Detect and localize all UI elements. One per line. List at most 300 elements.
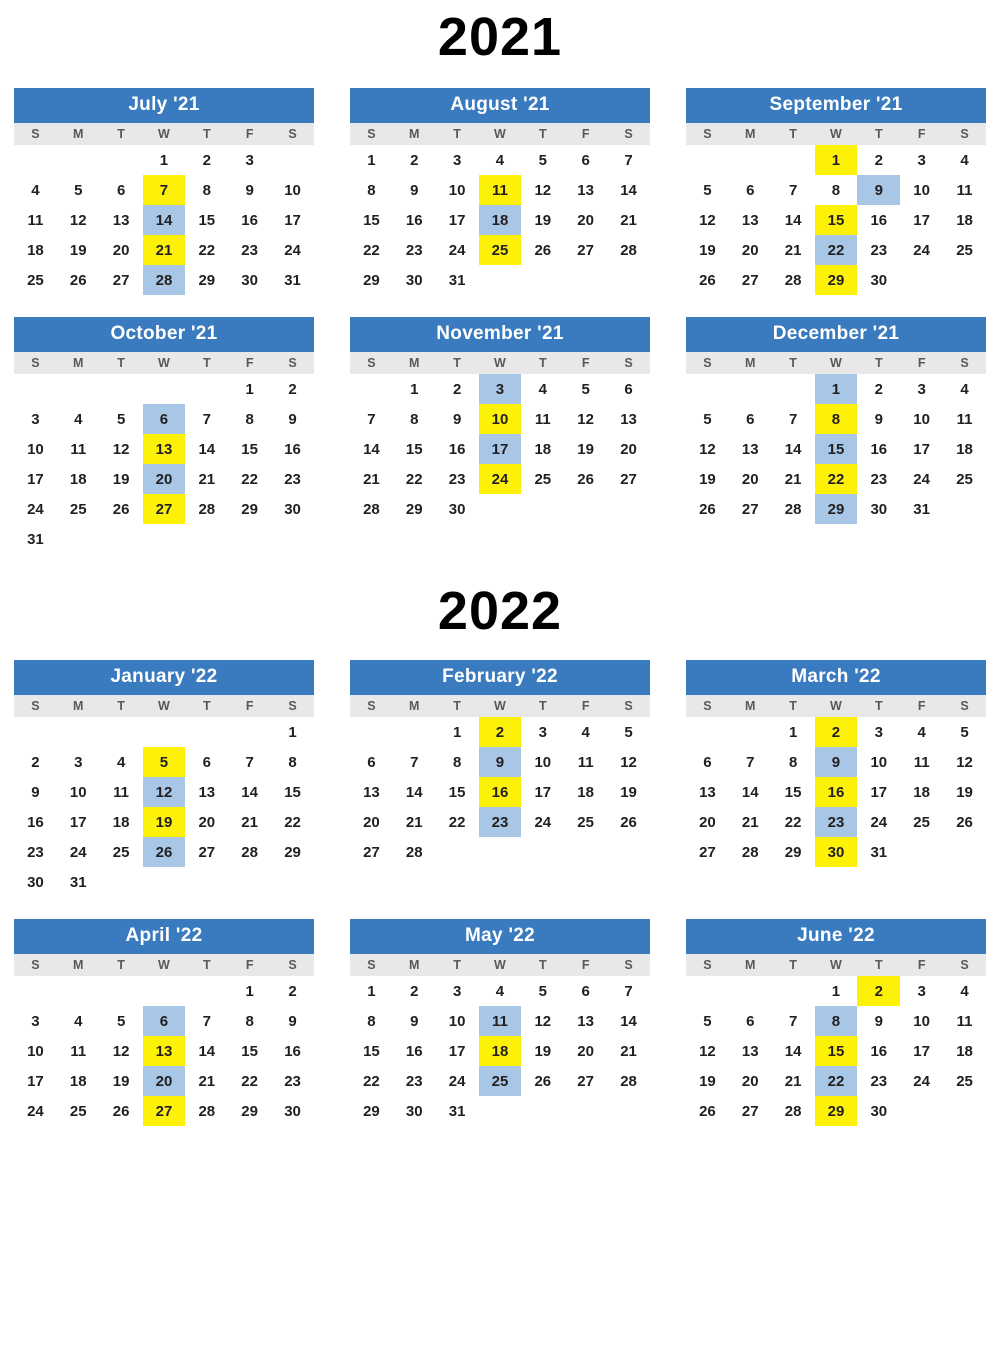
- day-cell[interactable]: 26: [577, 470, 594, 488]
- day-cell[interactable]: 27: [577, 241, 594, 259]
- day-cell[interactable]: 12: [699, 211, 716, 229]
- day-cell[interactable]: 9: [452, 410, 462, 428]
- day-cell[interactable]: 12: [143, 777, 186, 807]
- day-cell[interactable]: 12: [534, 181, 552, 199]
- day-cell[interactable]: 30: [870, 500, 888, 518]
- day-cell[interactable]: 26: [112, 1102, 130, 1120]
- day-cell[interactable]: 21: [405, 813, 423, 831]
- day-cell[interactable]: 17: [27, 1072, 44, 1090]
- day-cell[interactable]: 10: [27, 440, 44, 458]
- day-cell[interactable]: 24: [69, 843, 87, 861]
- day-cell[interactable]: 19: [143, 807, 186, 837]
- day-cell[interactable]: 18: [956, 211, 973, 229]
- day-cell[interactable]: 17: [534, 783, 552, 801]
- day-cell[interactable]: 21: [741, 813, 759, 831]
- day-cell[interactable]: 16: [448, 440, 466, 458]
- day-cell[interactable]: 11: [479, 175, 522, 205]
- day-cell[interactable]: 3: [452, 982, 462, 1000]
- day-cell[interactable]: 20: [143, 1066, 186, 1096]
- day-cell[interactable]: 22: [241, 1072, 258, 1090]
- day-cell[interactable]: 28: [784, 1102, 802, 1120]
- day-cell[interactable]: 22: [405, 470, 423, 488]
- day-cell[interactable]: 31: [870, 843, 888, 861]
- day-cell[interactable]: 8: [815, 1006, 858, 1036]
- day-cell[interactable]: 26: [699, 500, 716, 518]
- day-cell[interactable]: 6: [581, 982, 590, 1000]
- day-cell[interactable]: 10: [448, 181, 466, 199]
- day-cell[interactable]: 22: [784, 813, 802, 831]
- day-cell[interactable]: 19: [956, 783, 973, 801]
- day-cell[interactable]: 1: [245, 982, 254, 1000]
- day-cell[interactable]: 10: [913, 1012, 930, 1030]
- day-cell[interactable]: 10: [870, 753, 888, 771]
- day-cell[interactable]: 6: [746, 1012, 755, 1030]
- day-cell[interactable]: 10: [913, 181, 930, 199]
- day-cell[interactable]: 12: [956, 753, 973, 771]
- day-cell[interactable]: 7: [788, 410, 798, 428]
- day-cell[interactable]: 18: [479, 1036, 522, 1066]
- day-cell[interactable]: 1: [815, 374, 858, 404]
- day-cell[interactable]: 26: [956, 813, 973, 831]
- day-cell[interactable]: 23: [870, 241, 888, 259]
- day-cell[interactable]: 24: [913, 241, 930, 259]
- day-cell[interactable]: 12: [577, 410, 594, 428]
- day-cell[interactable]: 23: [405, 241, 423, 259]
- day-cell[interactable]: 29: [363, 1102, 380, 1120]
- day-cell[interactable]: 18: [577, 783, 594, 801]
- day-cell[interactable]: 18: [69, 470, 87, 488]
- day-cell[interactable]: 8: [367, 1012, 376, 1030]
- day-cell[interactable]: 11: [534, 410, 551, 428]
- day-cell[interactable]: 3: [917, 982, 926, 1000]
- day-cell[interactable]: 11: [27, 211, 44, 229]
- day-cell[interactable]: 27: [741, 500, 759, 518]
- day-cell[interactable]: 1: [410, 380, 419, 398]
- day-cell[interactable]: 25: [69, 1102, 87, 1120]
- day-cell[interactable]: 22: [815, 464, 858, 494]
- day-cell[interactable]: 4: [960, 151, 969, 169]
- day-cell[interactable]: 19: [620, 783, 637, 801]
- day-cell[interactable]: 23: [870, 1072, 888, 1090]
- day-cell[interactable]: 24: [913, 470, 930, 488]
- day-cell[interactable]: 1: [288, 723, 297, 741]
- day-cell[interactable]: 10: [69, 783, 87, 801]
- day-cell[interactable]: 26: [534, 241, 552, 259]
- day-cell[interactable]: 24: [284, 241, 301, 259]
- day-cell[interactable]: 25: [112, 843, 130, 861]
- day-cell[interactable]: 14: [784, 1042, 802, 1060]
- day-cell[interactable]: 20: [699, 813, 716, 831]
- day-cell[interactable]: 24: [479, 464, 522, 494]
- day-cell[interactable]: 25: [479, 235, 522, 265]
- day-cell[interactable]: 20: [363, 813, 380, 831]
- day-cell[interactable]: 15: [815, 205, 858, 235]
- day-cell[interactable]: 12: [112, 440, 130, 458]
- day-cell[interactable]: 25: [913, 813, 930, 831]
- day-cell[interactable]: 27: [620, 470, 637, 488]
- day-cell[interactable]: 27: [198, 843, 216, 861]
- day-cell[interactable]: 6: [746, 410, 755, 428]
- day-cell[interactable]: 30: [284, 500, 301, 518]
- day-cell[interactable]: 29: [784, 843, 802, 861]
- day-cell[interactable]: 21: [363, 470, 380, 488]
- day-cell[interactable]: 7: [202, 1012, 211, 1030]
- day-cell[interactable]: 11: [113, 783, 130, 801]
- day-cell[interactable]: 2: [874, 380, 883, 398]
- day-cell[interactable]: 26: [143, 837, 186, 867]
- day-cell[interactable]: 9: [857, 175, 900, 205]
- day-cell[interactable]: 2: [857, 976, 900, 1006]
- day-cell[interactable]: 11: [956, 1012, 973, 1030]
- day-cell[interactable]: 27: [143, 494, 186, 524]
- day-cell[interactable]: 28: [363, 500, 380, 518]
- day-cell[interactable]: 31: [913, 500, 930, 518]
- day-cell[interactable]: 15: [405, 440, 423, 458]
- day-cell[interactable]: 5: [624, 723, 633, 741]
- day-cell[interactable]: 4: [581, 723, 590, 741]
- day-cell[interactable]: 9: [479, 747, 522, 777]
- day-cell[interactable]: 19: [534, 1042, 552, 1060]
- day-cell[interactable]: 1: [367, 151, 376, 169]
- day-cell[interactable]: 23: [870, 470, 888, 488]
- day-cell[interactable]: 27: [363, 843, 380, 861]
- day-cell[interactable]: 27: [699, 843, 716, 861]
- day-cell[interactable]: 21: [784, 241, 802, 259]
- day-cell[interactable]: 13: [741, 211, 759, 229]
- day-cell[interactable]: 19: [699, 1072, 716, 1090]
- day-cell[interactable]: 19: [112, 470, 130, 488]
- day-cell[interactable]: 1: [367, 982, 376, 1000]
- day-cell[interactable]: 16: [815, 777, 858, 807]
- day-cell[interactable]: 6: [624, 380, 633, 398]
- day-cell[interactable]: 29: [815, 1096, 858, 1126]
- day-cell[interactable]: 9: [874, 1012, 883, 1030]
- day-cell[interactable]: 3: [31, 410, 40, 428]
- day-cell[interactable]: 24: [448, 1072, 466, 1090]
- day-cell[interactable]: 21: [198, 1072, 216, 1090]
- day-cell[interactable]: 12: [699, 440, 716, 458]
- day-cell[interactable]: 12: [112, 1042, 130, 1060]
- day-cell[interactable]: 20: [198, 813, 216, 831]
- day-cell[interactable]: 5: [116, 1012, 126, 1030]
- day-cell[interactable]: 15: [815, 1036, 858, 1066]
- day-cell[interactable]: 9: [410, 1012, 419, 1030]
- day-cell[interactable]: 22: [284, 813, 301, 831]
- day-cell[interactable]: 6: [746, 181, 755, 199]
- day-cell[interactable]: 28: [784, 500, 802, 518]
- day-cell[interactable]: 13: [741, 1042, 759, 1060]
- day-cell[interactable]: 7: [788, 181, 798, 199]
- day-cell[interactable]: 20: [577, 1042, 594, 1060]
- day-cell[interactable]: 6: [202, 753, 211, 771]
- day-cell[interactable]: 10: [479, 404, 522, 434]
- day-cell[interactable]: 16: [284, 1042, 301, 1060]
- day-cell[interactable]: 21: [784, 1072, 802, 1090]
- day-cell[interactable]: 17: [913, 1042, 930, 1060]
- day-cell[interactable]: 8: [367, 181, 376, 199]
- day-cell[interactable]: 4: [917, 723, 926, 741]
- day-cell[interactable]: 3: [74, 753, 83, 771]
- day-cell[interactable]: 20: [741, 470, 759, 488]
- day-cell[interactable]: 24: [870, 813, 888, 831]
- day-cell[interactable]: 24: [448, 241, 466, 259]
- day-cell[interactable]: 20: [741, 241, 759, 259]
- day-cell[interactable]: 26: [69, 271, 87, 289]
- day-cell[interactable]: 25: [956, 470, 973, 488]
- day-cell[interactable]: 28: [198, 500, 216, 518]
- day-cell[interactable]: 5: [116, 410, 126, 428]
- day-cell[interactable]: 24: [534, 813, 552, 831]
- day-cell[interactable]: 15: [363, 1042, 380, 1060]
- day-cell[interactable]: 4: [31, 181, 40, 199]
- day-cell[interactable]: 25: [577, 813, 594, 831]
- day-cell[interactable]: 28: [741, 843, 759, 861]
- day-cell[interactable]: 25: [956, 241, 973, 259]
- day-cell[interactable]: 23: [241, 241, 258, 259]
- day-cell[interactable]: 16: [241, 211, 258, 229]
- day-cell[interactable]: 4: [538, 380, 547, 398]
- day-cell[interactable]: 14: [741, 783, 759, 801]
- day-cell[interactable]: 9: [410, 181, 419, 199]
- day-cell[interactable]: 26: [699, 271, 716, 289]
- day-cell[interactable]: 29: [363, 271, 380, 289]
- day-cell[interactable]: 17: [27, 470, 44, 488]
- day-cell[interactable]: 7: [746, 753, 755, 771]
- day-cell[interactable]: 10: [27, 1042, 44, 1060]
- day-cell[interactable]: 30: [815, 837, 858, 867]
- day-cell[interactable]: 17: [448, 1042, 466, 1060]
- day-cell[interactable]: 24: [913, 1072, 930, 1090]
- day-cell[interactable]: 26: [534, 1072, 552, 1090]
- day-cell[interactable]: 11: [479, 1006, 522, 1036]
- day-cell[interactable]: 13: [143, 434, 186, 464]
- day-cell[interactable]: 22: [241, 470, 258, 488]
- day-cell[interactable]: 1: [815, 145, 858, 175]
- day-cell[interactable]: 24: [27, 500, 44, 518]
- day-cell[interactable]: 25: [534, 470, 552, 488]
- day-cell[interactable]: 31: [448, 1102, 466, 1120]
- day-cell[interactable]: 13: [363, 783, 380, 801]
- day-cell[interactable]: 27: [577, 1072, 594, 1090]
- day-cell[interactable]: 17: [479, 434, 522, 464]
- day-cell[interactable]: 10: [448, 1012, 466, 1030]
- day-cell[interactable]: 16: [870, 1042, 888, 1060]
- day-cell[interactable]: 8: [452, 753, 462, 771]
- day-cell[interactable]: 26: [112, 500, 130, 518]
- day-cell[interactable]: 12: [69, 211, 87, 229]
- day-cell[interactable]: 22: [815, 235, 858, 265]
- day-cell[interactable]: 23: [405, 1072, 423, 1090]
- day-cell[interactable]: 31: [448, 271, 466, 289]
- day-cell[interactable]: 14: [363, 440, 380, 458]
- day-cell[interactable]: 13: [620, 410, 637, 428]
- day-cell[interactable]: 18: [27, 241, 44, 259]
- day-cell[interactable]: 15: [241, 440, 258, 458]
- day-cell[interactable]: 16: [405, 1042, 423, 1060]
- day-cell[interactable]: 16: [870, 440, 888, 458]
- day-cell[interactable]: 15: [448, 783, 466, 801]
- day-cell[interactable]: 14: [405, 783, 423, 801]
- day-cell[interactable]: 22: [363, 1072, 380, 1090]
- day-cell[interactable]: 1: [159, 151, 169, 169]
- day-cell[interactable]: 13: [198, 783, 216, 801]
- day-cell[interactable]: 31: [69, 873, 87, 891]
- day-cell[interactable]: 27: [741, 1102, 759, 1120]
- day-cell[interactable]: 17: [69, 813, 87, 831]
- day-cell[interactable]: 14: [620, 1012, 637, 1030]
- day-cell[interactable]: 2: [874, 151, 883, 169]
- day-cell[interactable]: 6: [367, 753, 376, 771]
- day-cell[interactable]: 10: [913, 410, 930, 428]
- day-cell[interactable]: 9: [31, 783, 40, 801]
- day-cell[interactable]: 8: [410, 410, 419, 428]
- day-cell[interactable]: 28: [620, 241, 637, 259]
- day-cell[interactable]: 23: [284, 1072, 301, 1090]
- day-cell[interactable]: 29: [405, 500, 423, 518]
- day-cell[interactable]: 29: [241, 1102, 258, 1120]
- day-cell[interactable]: 19: [699, 470, 716, 488]
- day-cell[interactable]: 14: [241, 783, 258, 801]
- day-cell[interactable]: 20: [112, 241, 130, 259]
- day-cell[interactable]: 31: [27, 530, 44, 548]
- day-cell[interactable]: 17: [913, 440, 930, 458]
- day-cell[interactable]: 13: [577, 1012, 594, 1030]
- day-cell[interactable]: 5: [581, 380, 590, 398]
- day-cell[interactable]: 9: [288, 410, 297, 428]
- day-cell[interactable]: 7: [202, 410, 211, 428]
- day-cell[interactable]: 15: [241, 1042, 258, 1060]
- day-cell[interactable]: 11: [70, 440, 87, 458]
- day-cell[interactable]: 4: [495, 151, 505, 169]
- day-cell[interactable]: 9: [815, 747, 858, 777]
- day-cell[interactable]: 30: [27, 873, 44, 891]
- day-cell[interactable]: 14: [784, 440, 802, 458]
- day-cell[interactable]: 3: [31, 1012, 40, 1030]
- day-cell[interactable]: 23: [479, 807, 522, 837]
- day-cell[interactable]: 2: [202, 151, 211, 169]
- day-cell[interactable]: 2: [452, 380, 462, 398]
- day-cell[interactable]: 11: [956, 410, 973, 428]
- day-cell[interactable]: 5: [143, 747, 186, 777]
- day-cell[interactable]: 26: [699, 1102, 716, 1120]
- day-cell[interactable]: 3: [452, 151, 462, 169]
- day-cell[interactable]: 18: [112, 813, 130, 831]
- day-cell[interactable]: 9: [874, 410, 883, 428]
- day-cell[interactable]: 29: [815, 265, 858, 295]
- day-cell[interactable]: 14: [198, 440, 216, 458]
- day-cell[interactable]: 22: [448, 813, 466, 831]
- day-cell[interactable]: 3: [245, 151, 254, 169]
- day-cell[interactable]: 1: [245, 380, 254, 398]
- day-cell[interactable]: 11: [956, 181, 973, 199]
- day-cell[interactable]: 31: [284, 271, 301, 289]
- day-cell[interactable]: 2: [410, 982, 419, 1000]
- day-cell[interactable]: 7: [245, 753, 254, 771]
- day-cell[interactable]: 11: [70, 1042, 87, 1060]
- day-cell[interactable]: 28: [198, 1102, 216, 1120]
- day-cell[interactable]: 21: [241, 813, 258, 831]
- day-cell[interactable]: 1: [788, 723, 798, 741]
- day-cell[interactable]: 5: [703, 410, 712, 428]
- day-cell[interactable]: 3: [917, 151, 926, 169]
- day-cell[interactable]: 2: [815, 717, 858, 747]
- day-cell[interactable]: 4: [960, 982, 969, 1000]
- day-cell[interactable]: 19: [699, 241, 716, 259]
- day-cell[interactable]: 17: [284, 211, 301, 229]
- day-cell[interactable]: 6: [143, 1006, 186, 1036]
- day-cell[interactable]: 2: [410, 151, 419, 169]
- day-cell[interactable]: 10: [284, 181, 301, 199]
- day-cell[interactable]: 26: [620, 813, 637, 831]
- day-cell[interactable]: 13: [741, 440, 759, 458]
- day-cell[interactable]: 4: [116, 753, 126, 771]
- day-cell[interactable]: 13: [143, 1036, 186, 1066]
- day-cell[interactable]: 4: [960, 380, 969, 398]
- day-cell[interactable]: 4: [495, 982, 505, 1000]
- day-cell[interactable]: 3: [917, 380, 926, 398]
- day-cell[interactable]: 30: [448, 500, 466, 518]
- day-cell[interactable]: 6: [581, 151, 590, 169]
- day-cell[interactable]: 21: [784, 470, 802, 488]
- day-cell[interactable]: 30: [870, 1102, 888, 1120]
- day-cell[interactable]: 30: [870, 271, 888, 289]
- day-cell[interactable]: 20: [577, 211, 594, 229]
- day-cell[interactable]: 8: [788, 753, 798, 771]
- day-cell[interactable]: 30: [405, 271, 423, 289]
- day-cell[interactable]: 19: [112, 1072, 130, 1090]
- day-cell[interactable]: 18: [956, 440, 973, 458]
- day-cell[interactable]: 14: [784, 211, 802, 229]
- day-cell[interactable]: 8: [288, 753, 297, 771]
- day-cell[interactable]: 7: [367, 410, 376, 428]
- day-cell[interactable]: 6: [143, 404, 186, 434]
- day-cell[interactable]: 2: [288, 982, 297, 1000]
- day-cell[interactable]: 7: [788, 1012, 798, 1030]
- day-cell[interactable]: 19: [69, 241, 87, 259]
- day-cell[interactable]: 8: [815, 404, 858, 434]
- day-cell[interactable]: 3: [874, 723, 883, 741]
- day-cell[interactable]: 29: [241, 500, 258, 518]
- day-cell[interactable]: 12: [620, 753, 637, 771]
- day-cell[interactable]: 15: [815, 434, 858, 464]
- day-cell[interactable]: 28: [405, 843, 423, 861]
- day-cell[interactable]: 3: [538, 723, 547, 741]
- day-cell[interactable]: 16: [27, 813, 44, 831]
- day-cell[interactable]: 25: [69, 500, 87, 518]
- day-cell[interactable]: 4: [74, 1012, 83, 1030]
- day-cell[interactable]: 5: [74, 181, 83, 199]
- day-cell[interactable]: 14: [143, 205, 186, 235]
- day-cell[interactable]: 24: [27, 1102, 44, 1120]
- day-cell[interactable]: 17: [870, 783, 888, 801]
- day-cell[interactable]: 25: [479, 1066, 522, 1096]
- day-cell[interactable]: 16: [405, 211, 423, 229]
- day-cell[interactable]: 15: [284, 783, 301, 801]
- day-cell[interactable]: 25: [956, 1072, 973, 1090]
- day-cell[interactable]: 14: [620, 181, 637, 199]
- day-cell[interactable]: 21: [143, 235, 186, 265]
- day-cell[interactable]: 8: [202, 181, 211, 199]
- day-cell[interactable]: 16: [870, 211, 888, 229]
- day-cell[interactable]: 8: [831, 181, 841, 199]
- day-cell[interactable]: 17: [448, 211, 466, 229]
- day-cell[interactable]: 18: [479, 205, 522, 235]
- day-cell[interactable]: 18: [69, 1072, 87, 1090]
- day-cell[interactable]: 7: [143, 175, 186, 205]
- day-cell[interactable]: 13: [577, 181, 594, 199]
- day-cell[interactable]: 20: [143, 464, 186, 494]
- day-cell[interactable]: 28: [241, 843, 258, 861]
